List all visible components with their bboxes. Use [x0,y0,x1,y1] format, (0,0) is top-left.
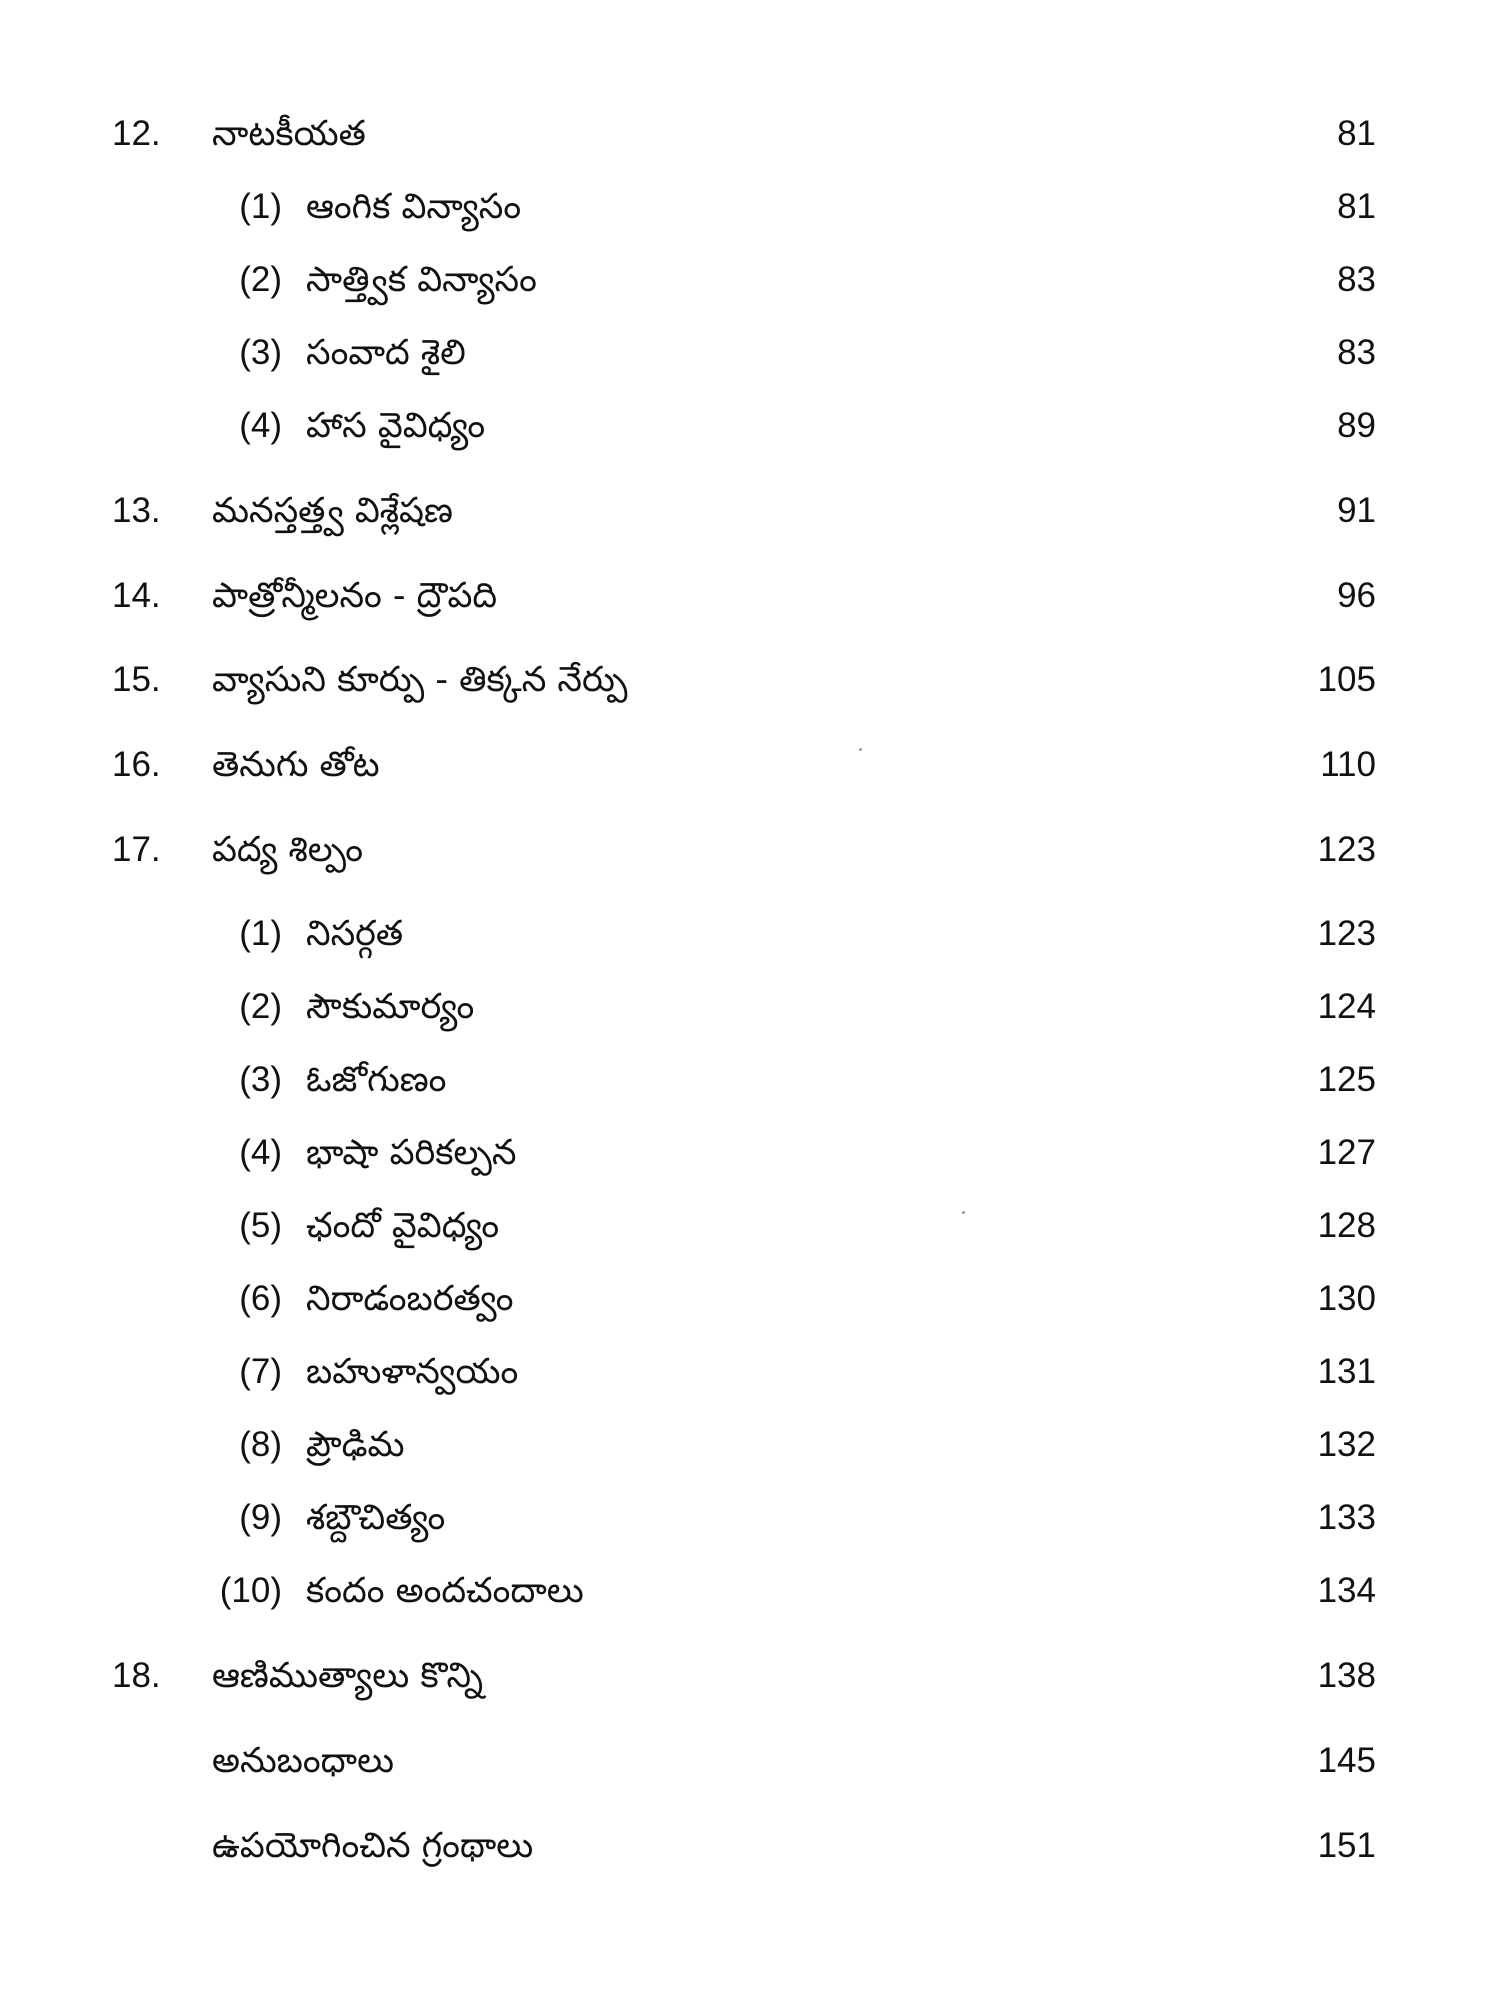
entry-title: సాత్త్విక విన్యాసం [306,260,537,300]
toc-subentry [0,1269,1500,1329]
subsection-number: (2) [239,987,282,1026]
entry-title: ఆణిముత్యాలు కొన్ని [212,1656,483,1696]
entry-title: బహుళాన్వయం [306,1352,519,1392]
subsection-number: (6) [239,1279,282,1318]
entry-title: పద్య శిల్పం [212,830,363,870]
page-number: 131 [1317,1352,1376,1391]
subsection-number: (4) [239,406,282,445]
toc-subentry [0,396,1500,456]
page-number: 91 [1337,491,1376,530]
toc-subentry [0,904,1500,964]
toc-entry [0,1646,1500,1706]
toc-subentry [0,1050,1500,1110]
toc-entry [0,650,1500,710]
subsection-number: (3) [239,333,282,372]
entry-title: సౌకుమార్యం [306,987,475,1027]
chapter-number: 18. [112,1656,161,1695]
scan-speck [859,748,862,751]
toc-subentry [0,177,1500,237]
entry-title: భాషా పరికల్పన [306,1133,517,1173]
toc-subentry [0,977,1500,1037]
page-number: 83 [1337,333,1376,372]
toc-entry [0,1731,1500,1791]
toc-subentry [0,323,1500,383]
toc-entry [0,735,1500,795]
toc-subentry [0,1196,1500,1256]
subsection-number: (4) [239,1133,282,1172]
page-number: 145 [1317,1741,1376,1780]
page-number: 130 [1317,1279,1376,1318]
page-number: 83 [1337,260,1376,299]
toc-entry [0,481,1500,541]
toc-entry [0,820,1500,880]
page-number: 81 [1337,187,1376,226]
entry-title: శబ్దౌచిత్యం [306,1498,446,1538]
subsection-number: (9) [239,1498,282,1537]
page-number: 89 [1337,406,1376,445]
entry-title: ఛందో వైవిధ్యం [306,1206,500,1246]
toc-entry [0,1816,1500,1876]
entry-title: కందం అందచందాలు [306,1571,584,1611]
subsection-number: (2) [239,260,282,299]
chapter-number: 15. [112,660,161,699]
page-number: 127 [1317,1133,1376,1172]
entry-title: వ్యాసుని కూర్పు - తిక్కన నేర్పు [212,660,628,700]
entry-title: హాస వైవిధ్యం [306,406,486,446]
page-number: 123 [1317,914,1376,953]
entry-title: ఆంగిక విన్యాసం [306,187,522,227]
toc-subentry [0,250,1500,310]
page-number: 151 [1317,1826,1376,1865]
toc-subentry [0,1342,1500,1402]
entry-title: ఓజోగుణం [306,1060,447,1100]
subsection-number: (7) [239,1352,282,1391]
page-number: 124 [1317,987,1376,1026]
subsection-number: (3) [239,1060,282,1099]
page-number: 133 [1317,1498,1376,1537]
toc-entry [0,104,1500,164]
chapter-number: 12. [112,114,161,153]
chapter-number: 13. [112,491,161,530]
entry-title: ప్రౌఢిమ [306,1425,405,1465]
toc-subentry [0,1123,1500,1183]
subsection-number: (5) [239,1206,282,1245]
chapter-number: 16. [112,745,161,784]
chapter-number: 14. [112,576,161,615]
entry-title: మనస్తత్త్వ విశ్లేషణ [212,491,453,531]
entry-title: నాటకీయత [212,114,366,154]
toc-subentry [0,1561,1500,1621]
subsection-number: (8) [239,1425,282,1464]
toc-subentry [0,1415,1500,1475]
entry-title: అనుబంధాలు [212,1741,395,1781]
entry-title: సంవాద శైలి [306,333,466,373]
page-number: 134 [1317,1571,1376,1610]
toc-entry [0,566,1500,626]
scan-speck [962,1211,965,1214]
page-number: 128 [1317,1206,1376,1245]
page-number: 81 [1337,114,1376,153]
page-number: 132 [1317,1425,1376,1464]
page-number: 96 [1337,576,1376,615]
entry-title: ఉపయోగించిన గ్రంథాలు [212,1826,534,1866]
page-number: 123 [1317,830,1376,869]
page-number: 138 [1317,1656,1376,1695]
page-number: 110 [1320,745,1376,784]
subsection-number: (1) [239,914,282,953]
subsection-number: (10) [219,1571,282,1610]
entry-title: నిసర్గత [306,914,404,954]
page-number: 105 [1317,660,1376,699]
subsection-number: (1) [239,187,282,226]
page-number: 125 [1317,1060,1376,1099]
entry-title: పాత్రోన్మీలనం - ద్రౌపది [212,576,498,616]
chapter-number: 17. [112,830,161,869]
entry-title: తెనుగు తోట [212,745,380,785]
entry-title: నిరాడంబరత్వం [306,1279,514,1319]
toc-subentry [0,1488,1500,1548]
